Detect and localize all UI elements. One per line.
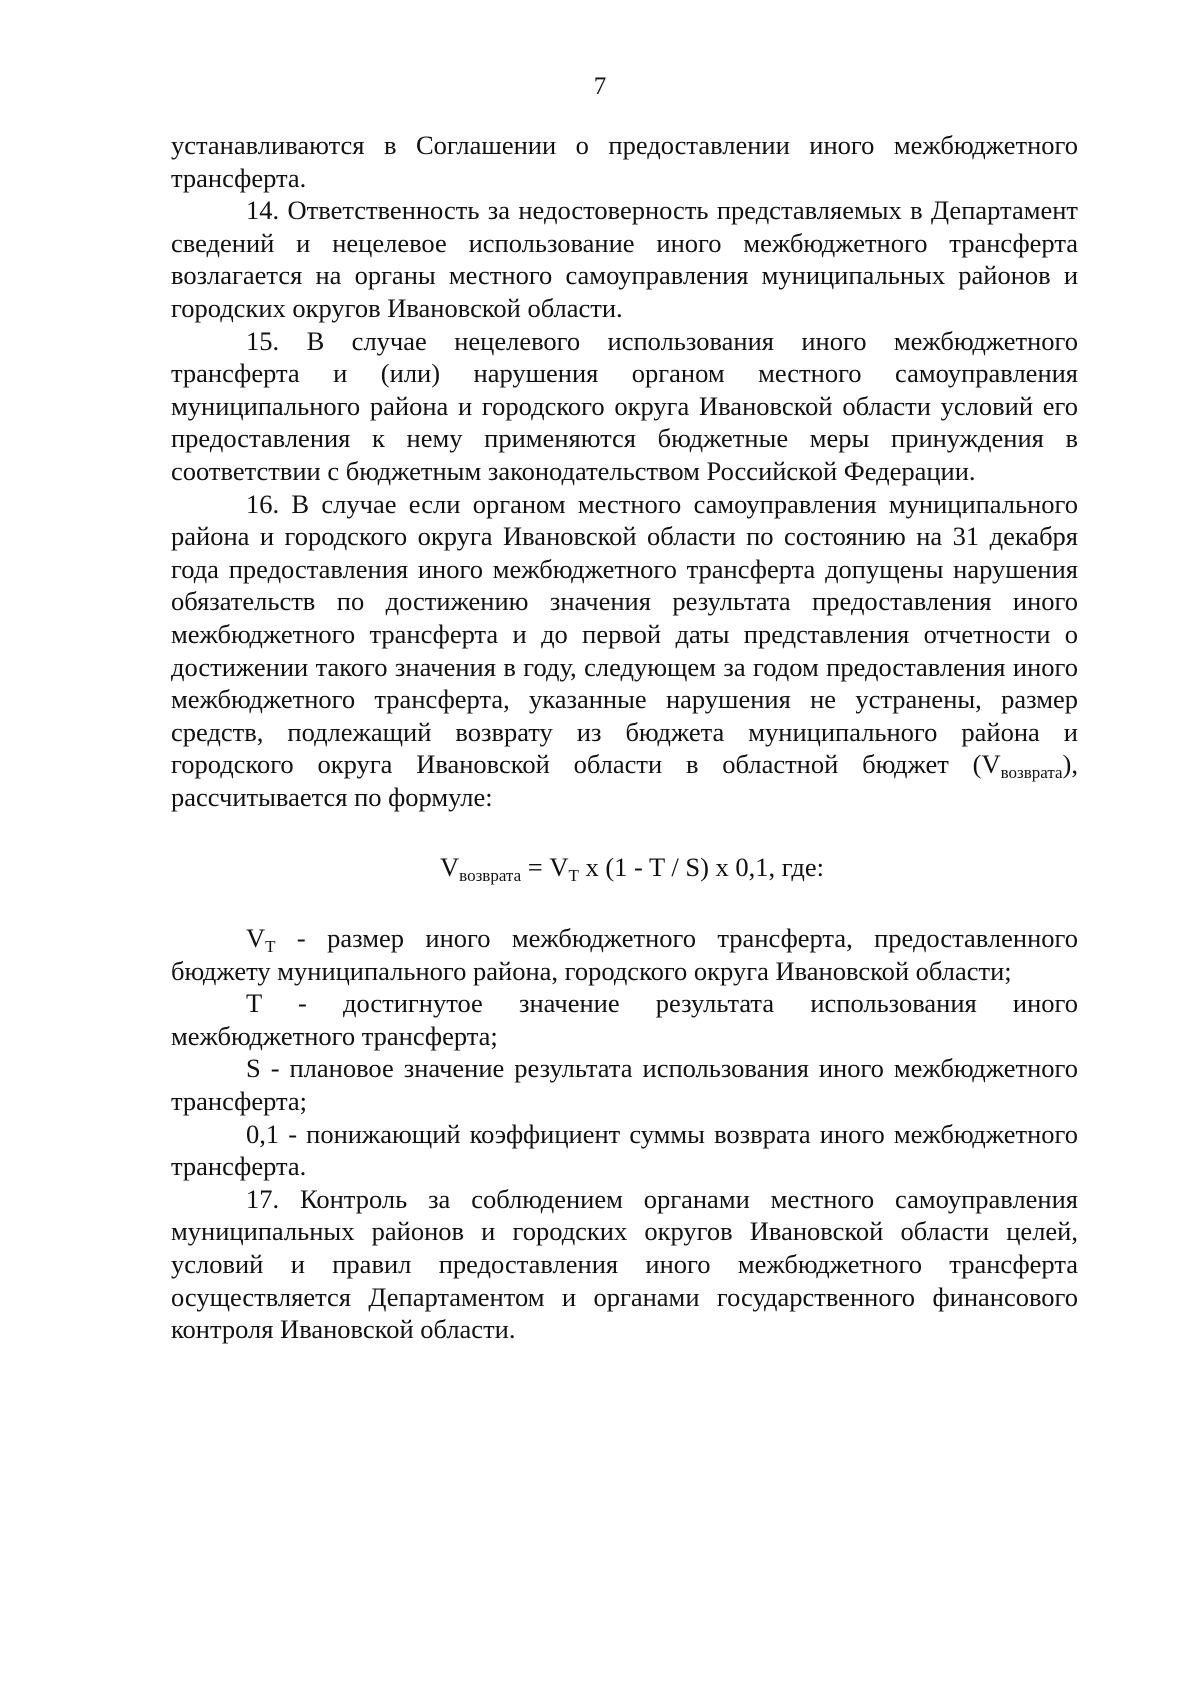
refund-symbol: $V_{возврата}$ (981, 749, 1063, 783)
paragraph-continuation: устанавливаются в Соглашении о предоставлении иного межбюджетного трансферта. (171, 130, 1078, 193)
formula-vt-subscript: T (568, 866, 579, 886)
paragraph-17: 17. Контроль за соблюдением органами местного самоуправления муниципальных районов и городских округов Ивановской области целей, условий и правил предоставления иного межбюджетного трансферта осуществляется Департаментом и органами государственного финансового контроля Ивановской области. (171, 1183, 1078, 1345)
paragraph-16-text: 16. В случае если органом местного самоуправления муниципального района и городского округа Ивановской области по состоянию на 31 декабря года предоставления иного межбюджетного трансферта допущены нарушения обязательств по достижению значения результата предоставления иного межбюджетного трансферта и до первой даты представления отчетности о достижении такого значения в году, следующем за годом предоставления иного межбюджетного трансферта, указанные нарушения не устранены, размер средств, подлежащий возврату из бюджета муниципального района и городского округа Ивановской области в областной бюджет ( (171, 488, 1078, 780)
paragraph-16 (171, 488, 1078, 814)
page-number: 7 (593, 73, 607, 100)
paragraph-14: 14. Ответственность за недостоверность представляемых в Департамент сведений и нецелевое использование иного межбюджетного трансферта возлагается на органы местного самоуправления муниципальных районов и городских округов Ивановской области. (171, 195, 1078, 323)
paragraph-15: 15. В случае нецелевого использования иного межбюджетного трансферта и (или) нарушения органом местного самоуправления муниципального района и городского округа Ивановской области условий его предоставления к нему применяются бюджетные меры принуждения в соответствии с бюджетным законодательством Российской Федерации. (171, 325, 1078, 486)
definition-coefficient: 0,1 - понижающий коэффициент суммы возврата иного межбюджетного трансферта. (171, 1118, 1078, 1182)
definition-s: S - плановое значение результата использования иного межбюджетного трансферта; (171, 1053, 1078, 1117)
refund-symbol-subscript: возврата (1000, 763, 1063, 783)
formula-lhs-subscript: возврата (459, 866, 522, 886)
document-body (171, 129, 1078, 1346)
definition-vt: $V_T$ - размер иного межбюджетного трансферта, предоставленного бюджету муниципального района, городского округа Ивановской области; (171, 923, 1078, 986)
definition-t: T - достигнутое значение результата использования иного межбюджетного трансферта; (171, 988, 1078, 1051)
paragraph-16-tail: ), рассчитывается по формуле: (171, 749, 1078, 812)
refund-formula: $V_{возврата} = V_T$ x (1 - T / S) x 0,1, где: (440, 852, 824, 886)
